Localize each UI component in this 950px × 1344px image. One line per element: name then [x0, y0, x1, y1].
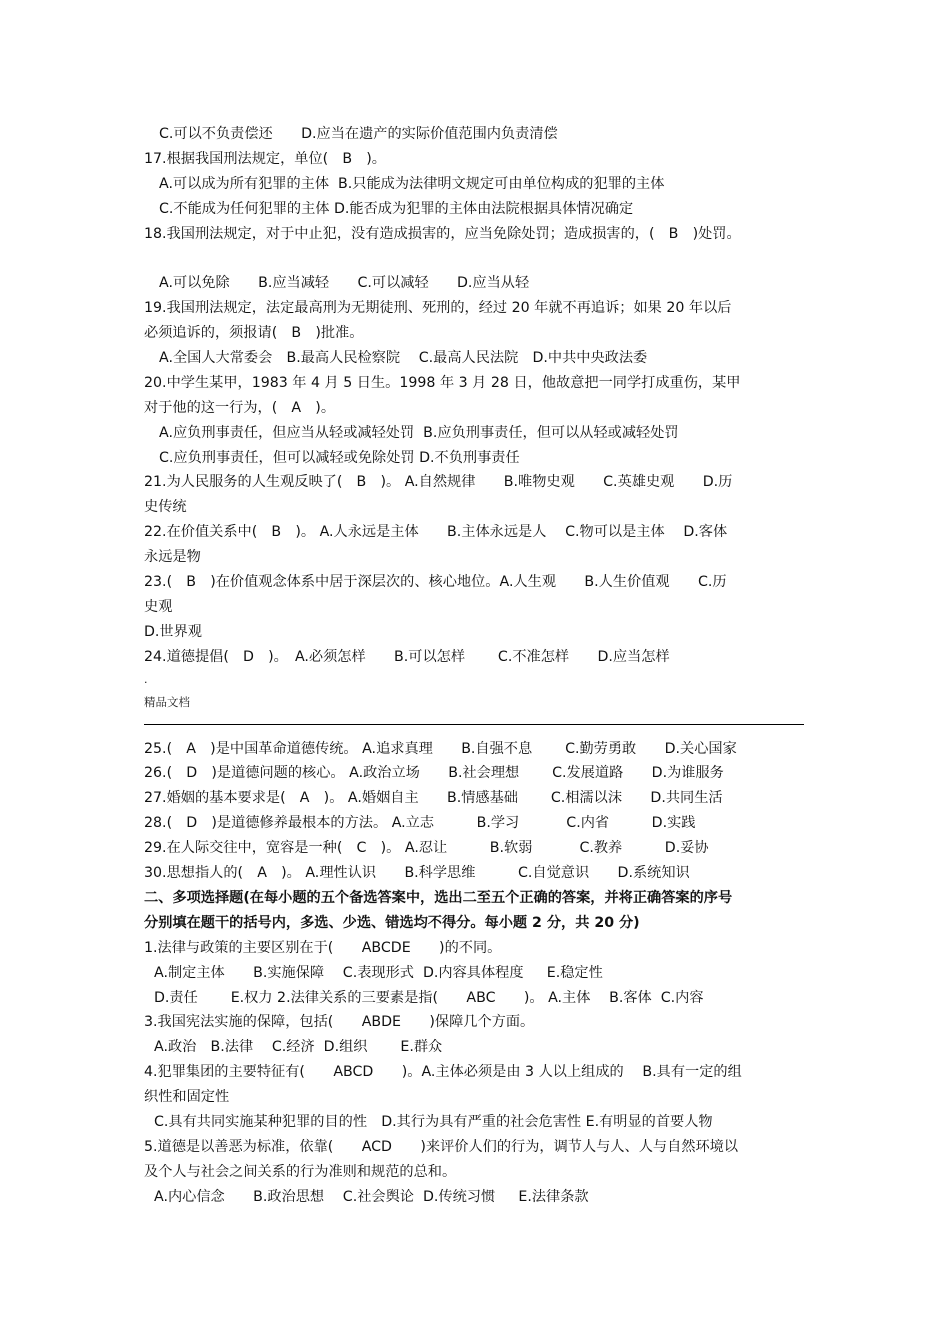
divider-line	[144, 724, 804, 725]
text-line: A.应负刑事责任，但应当从轻或减轻处罚 B.应负刑事责任，但可以从轻或减轻处罚	[159, 424, 679, 441]
document-page	[144, 122, 806, 1210]
text-line: 30.思想指人的( A )。 A.理性认识 B.科学思维 C.自觉意识 D.系统知识	[144, 865, 690, 882]
text-line: 1.法律与政策的主要区别在于( ABCDE )的不同。	[144, 939, 502, 956]
text-line: 27.婚姻的基本要求是( A )。 A.婚姻自主 B.情感基础 C.相濡以沫 D.共同生活	[144, 790, 723, 807]
text-line: 20.中学生某甲，1983 年 4 月 5 日生。1998 年 3 月 28 日，他故意把一同学打成重伤，某甲	[144, 374, 741, 391]
text-line: 19.我国刑法规定，法定最高刑为无期徒刑、死刑的，经过 20 年就不再追诉；如果 20 年以后	[144, 300, 732, 317]
text-line: 17.根据我国刑法规定，单位( B )。	[144, 150, 386, 167]
text-line: 对于他的这一行为，( A )。	[144, 399, 336, 416]
text-line: 4.犯罪集团的主要特征有( ABCD )。A.主体必须是由 3 人以上组成的 B.具有一定的组	[144, 1064, 742, 1081]
text-line: 分别填在题干的括号内，多选、少选、错选均不得分。每小题 2 分，共 20 分)	[144, 914, 640, 931]
text-line: 25.( A )是中国革命道德传统。 A.追求真理 B.自强不息 C.勤劳勇敢 D.关心国家	[144, 740, 737, 757]
text-line: C.可以不负责偿还 D.应当在遗产的实际价值范围内负责清偿	[159, 126, 558, 142]
text-line: C.应负刑事责任，但可以减轻或免除处罚 D.不负刑事责任	[159, 449, 520, 466]
text-line: C.不能成为任何犯罪的主体 D.能否成为犯罪的主体由法院根据具体情况确定	[159, 200, 634, 217]
text-line: 必须追诉的，须报请( B )批准。	[144, 325, 364, 342]
question-block-multi-choice	[144, 737, 806, 1210]
text-line: A.可以成为所有犯罪的主体 B.只能成为法律明文规定可由单位构成的犯罪的主体	[159, 175, 665, 192]
text-line: 22.在价值关系中( B )。 A.人永远是主体 B.主体永远是人 C.物可以是主体 D.客体	[144, 524, 728, 541]
text-line: A.制定主体 B.实施保障 C.表现形式 D.内容具体程度 E.稳定性	[154, 964, 603, 981]
text-line	[144, 246, 806, 271]
text-line: A.政治 B.法律 C.经济 D.组织 E.群众	[154, 1039, 443, 1056]
text-line: A.可以免除 B.应当减轻 C.可以减轻 D.应当从轻	[159, 275, 530, 292]
text-line: C.具有共同实施某种犯罪的目的性 D.其行为具有严重的社会危害性 E.有明显的首要人物	[154, 1113, 713, 1130]
text-line: 24.道德提倡( D )。 A.必须怎样 B.可以怎样 C.不准怎样 D.应当怎样	[144, 648, 670, 665]
text-line: 29.在人际交往中，宽容是一种( C )。 A.忍让 B.软弱 C.教养 D.妥协	[144, 840, 709, 857]
footer-label: 精品文档	[144, 694, 190, 709]
text-line: 5.道德是以善恶为标准，依靠( ACD )来评价人们的行为，调节人与人、人与自然环境以	[144, 1138, 739, 1155]
question-block-single-choice	[144, 122, 806, 670]
text-line: 史传统	[144, 499, 187, 516]
text-line: 21.为人民服务的人生观反映了( B )。 A.自然规律 B.唯物史观 C.英雄史观 D.历	[144, 474, 733, 491]
text-line: 3.我国宪法实施的保障，包括( ABDE )保障几个方面。	[144, 1014, 535, 1031]
text-line: 史观	[144, 598, 173, 615]
text-line: D.世界观	[144, 623, 202, 640]
text-line: 18.我国刑法规定，对于中止犯，没有造成损害的，应当免除处罚；造成损害的，( B )处罚。	[144, 225, 741, 242]
text-line: 23.( B )在价值观念体系中居于深层次的、核心地位。A.人生观 B.人生价值观 C.历	[144, 574, 727, 591]
text-line: D.责任 E.权力 2.法律关系的三要素是指( ABC )。 A.主体 B.客体 C.内容	[154, 989, 704, 1006]
text-line: 及个人与社会之间关系的行为准则和规范的总和。	[144, 1163, 457, 1180]
page-break-dot: .	[144, 672, 148, 686]
text-line: A.全国人大常委会 B.最高人民检察院 C.最高人民法院 D.中共中央政法委	[159, 350, 648, 367]
text-line: 26.( D )是道德问题的核心。 A.政治立场 B.社会理想 C.发展道路 D.为谁服务	[144, 765, 724, 782]
text-line: 织性和固定性	[144, 1089, 230, 1106]
text-line: 二、多项选择题(在每小题的五个备选答案中，选出二至五个正确的答案，并将正确答案的序号	[144, 889, 733, 906]
text-line: 永远是物	[144, 549, 201, 566]
text-line: 28.( D )是道德修养最根本的方法。 A.立志 B.学习 C.内省 D.实践	[144, 815, 696, 832]
text-line: A.内心信念 B.政治思想 C.社会舆论 D.传统习惯 E.法律条款	[154, 1188, 589, 1205]
